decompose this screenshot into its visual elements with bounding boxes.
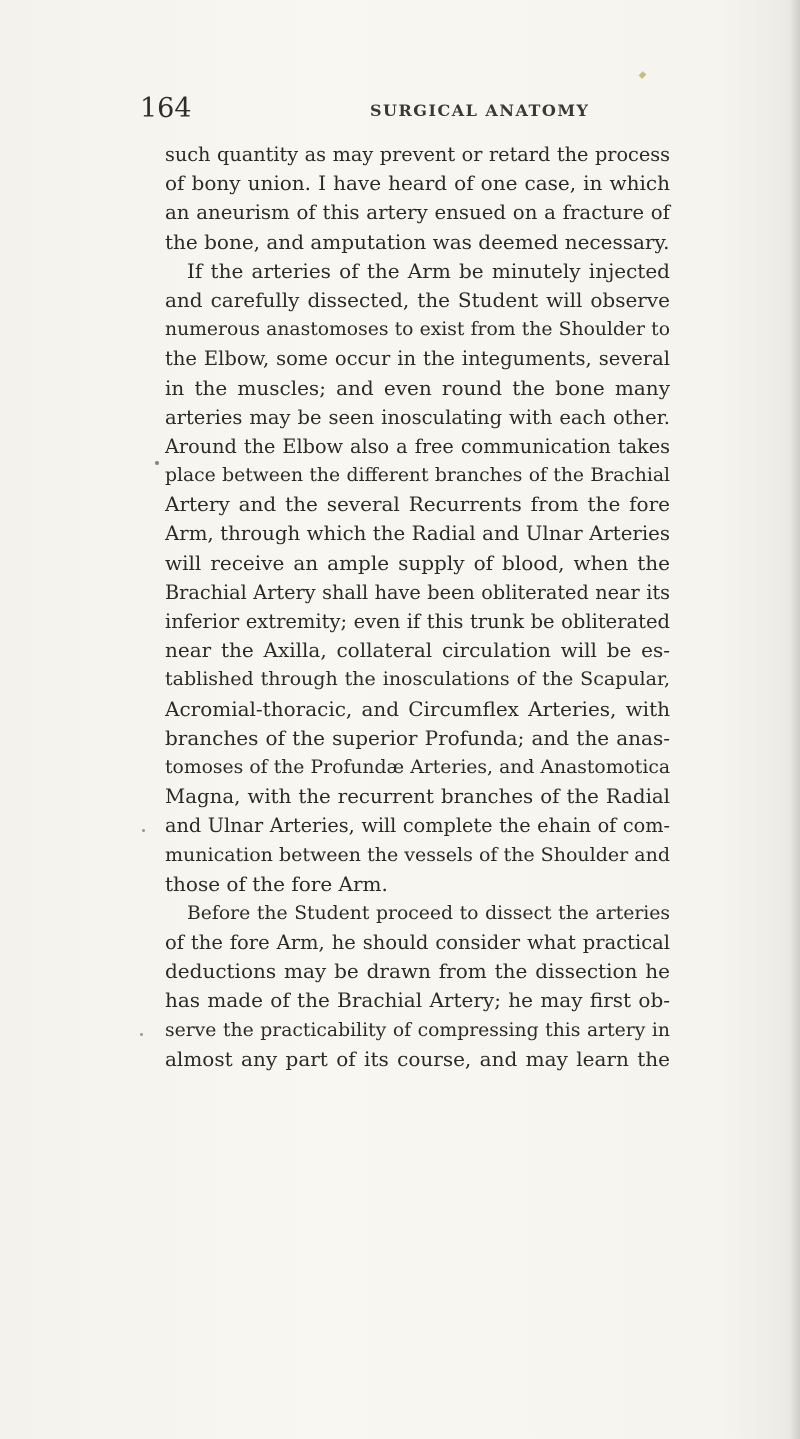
text-line: Before the Student proceed to dissect the arteries — [187, 902, 670, 924]
text-line: inferior extremity; even if this trunk be obliterated — [165, 610, 670, 633]
text-line: Arm, through which the Radial and Ulnar Arteries — [165, 522, 670, 546]
text-line: and carefully dissected, the Student will observe — [165, 287, 670, 312]
text-line: Magna, with the recurrent branches of the Radial — [165, 785, 670, 809]
text-line: and Ulnar Arteries, will complete the ehain of com- — [165, 814, 670, 838]
text-line: If the arteries of the Arm be minutely injected — [187, 258, 670, 283]
body-text — [165, 140, 670, 1074]
text-line: Acromial-thoracic, and Circumflex Arteries, with — [165, 696, 670, 721]
ink-speck — [140, 1033, 143, 1036]
text-line: near the Axilla, collateral circulation will be es- — [165, 638, 670, 663]
text-line: tomoses of the Profundæ Arteries, and Anastomotica — [165, 756, 670, 778]
text-line: the bone, and amputation was deemed necessary. — [165, 229, 670, 254]
text-line: arteries may be seen inosculating with each other. — [165, 405, 670, 429]
text-line: Around the Elbow also a free communication takes — [165, 434, 670, 458]
ink-speck — [142, 829, 145, 832]
text-line: of bony union. I have heard of one case, in which — [165, 171, 670, 196]
running-head — [140, 91, 680, 131]
text-line: place between the different branches of the Brachial — [165, 465, 670, 487]
text-line: has made of the Brachial Artery; he may first ob- — [165, 988, 670, 1013]
text-line: of the fore Arm, he should consider what practical — [165, 931, 670, 955]
text-line: will receive an ample supply of blood, when the — [165, 550, 670, 575]
running-title: SURGICAL ANATOMY — [370, 101, 590, 120]
text-line: an aneurism of this artery ensued on a fracture of — [165, 201, 670, 225]
text-line: almost any part of its course, and may learn the — [165, 1046, 670, 1071]
ink-speck — [639, 71, 647, 79]
text-line: Brachial Artery shall have been obliterated near its — [165, 580, 670, 604]
text-line: Artery and the several Recurrents from the fore — [165, 492, 670, 517]
text-line: branches of the superior Profunda; and the anas- — [165, 725, 670, 750]
text-line: such quantity as may prevent or retard the process — [165, 143, 670, 166]
text-line: in the muscles; and even round the bone many — [165, 375, 670, 400]
text-line: tablished through the inosculations of the Scapular, — [165, 668, 670, 691]
text-line: those of the fore Arm. — [165, 871, 388, 896]
ink-speck — [155, 461, 159, 465]
page-edge-shadow — [790, 0, 800, 1439]
text-line: numerous anastomoses to exist from the Shoulder to — [165, 319, 670, 341]
text-line: serve the practicability of compressing this artery in — [165, 1019, 670, 1041]
page-number: 164 — [140, 93, 192, 124]
text-line: deductions may be drawn from the dissection he — [165, 959, 670, 984]
text-line: munication between the vessels of the Shoulder and — [165, 843, 670, 866]
text-line: the Elbow, some occur in the integuments, several — [165, 347, 670, 371]
